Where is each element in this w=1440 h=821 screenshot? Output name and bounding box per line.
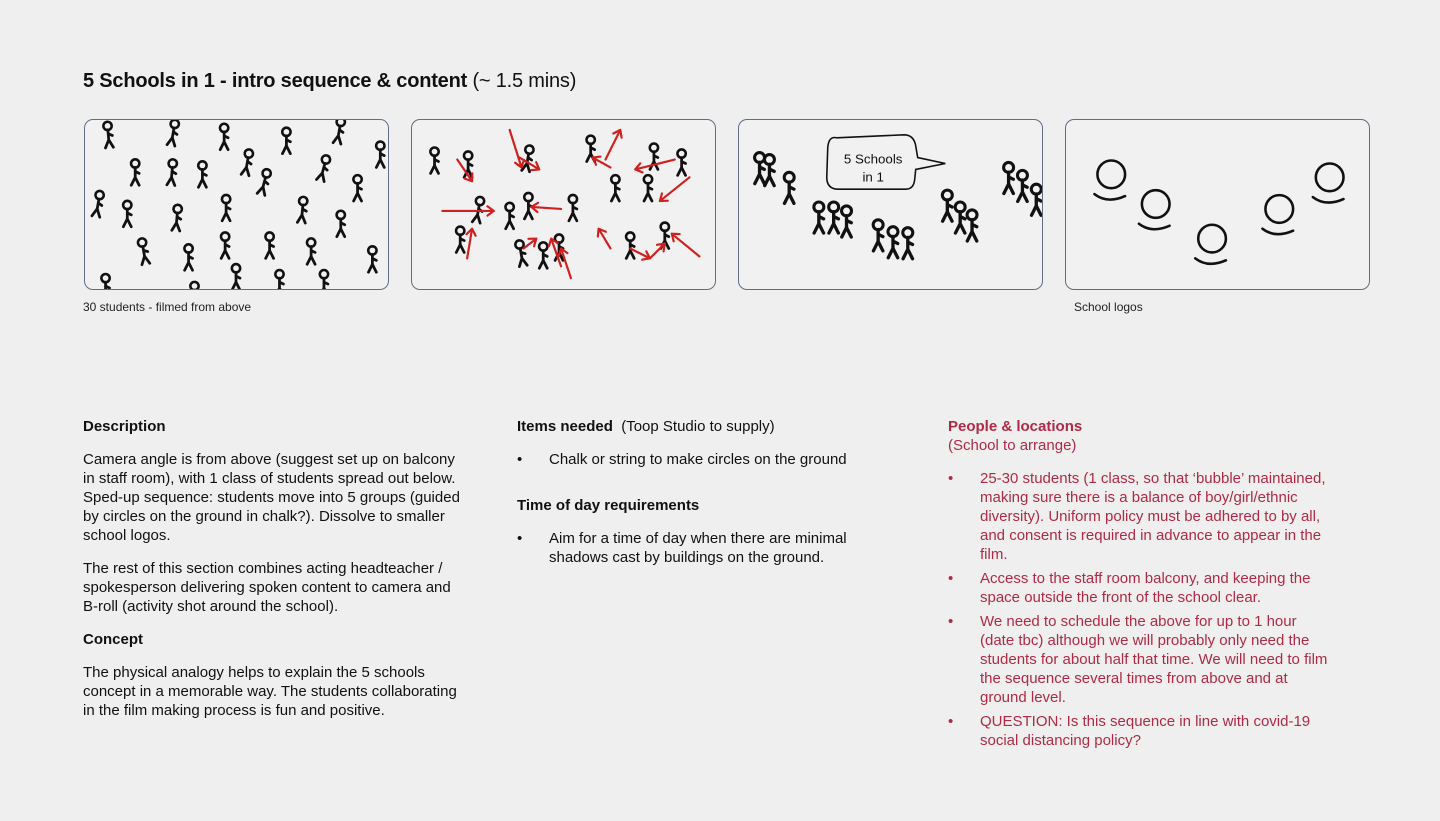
stick-figure: [1004, 162, 1014, 193]
stick-figure: [232, 264, 240, 289]
stick-figure: [320, 270, 328, 289]
stick-figure: [430, 147, 438, 173]
stick-figure: [764, 155, 774, 186]
speech-bubble-line-2: in 1: [862, 169, 884, 185]
stick-figure: [184, 244, 192, 270]
items-heading: Items needed: [517, 418, 613, 435]
speech-bubble-line-1: 5 Schools: [843, 151, 903, 167]
grouped-students-sketch: [739, 120, 1042, 289]
stick-figure: [222, 195, 230, 221]
stick-figure: [376, 142, 384, 168]
movement-arrow: [606, 130, 622, 160]
school-logo-circle: [1313, 163, 1344, 202]
stick-figure: [677, 149, 685, 175]
stick-figure: [220, 124, 228, 150]
stick-figure: [967, 210, 977, 241]
description-heading: Description: [83, 418, 166, 435]
concept-heading: Concept: [83, 631, 143, 648]
stick-figure: [221, 232, 229, 258]
stick-figure: [456, 227, 464, 253]
storyboard-frame-3: [738, 119, 1043, 290]
list-item: • QUESTION: Is this sequence in line with covid-19 social distancing policy?: [948, 712, 1328, 750]
stick-figure: [103, 121, 114, 148]
time-of-day-list: [517, 529, 897, 567]
stick-figure: [198, 161, 206, 187]
stick-figure: [353, 175, 361, 201]
stick-figure: [626, 232, 634, 258]
school-logos-sketch: [1066, 120, 1369, 289]
stick-figure: [569, 195, 577, 221]
stick-figure: [472, 196, 485, 223]
movement-arrow: [660, 177, 690, 201]
storyboard-frame-2: [411, 119, 716, 290]
concept-paragraph: The physical analogy helps to explain the 5 schools concept in a memorable way. The students collaborating in the film making process is fun and positive.: [83, 664, 457, 719]
people-list: [948, 469, 1328, 750]
description-paragraph-1: Camera angle is from above (suggest set up on balcony in staff room), with 1 class of students spread out below. Sped-up sequence: students move into 5 groups (guided by circles on the ground in chalk?). Dissolve to smaller school logos.: [83, 451, 460, 544]
stick-figure: [368, 246, 376, 272]
stick-figure: [333, 120, 346, 144]
page-title: [83, 70, 576, 93]
people-locations-column: [948, 417, 1328, 750]
people-heading: People & locations: [948, 418, 1083, 435]
school-logo-circle: [1195, 225, 1226, 264]
list-item: • We need to schedule the above for up to 1 hour (date tbc) although we will probably only need the students for about half that time. We will need to film the sequence several times from above and at ground level.: [948, 612, 1328, 707]
stick-figure: [101, 274, 109, 289]
stick-figure: [522, 145, 535, 172]
stick-figure: [1031, 184, 1041, 215]
storyboard-frame-1: [84, 119, 389, 290]
title-duration: (~ 1.5 mins): [472, 70, 577, 92]
stick-figure: [842, 206, 852, 237]
list-item: • Chalk or string to make circles on the ground: [517, 450, 897, 469]
stick-figure: [464, 151, 472, 177]
movement-arrow: [593, 157, 611, 168]
stick-figure: [539, 242, 547, 268]
stick-figure: [505, 203, 513, 229]
movement-arrow: [598, 229, 611, 249]
movement-arrow: [442, 206, 493, 215]
frame-1-caption: 30 students - filmed from above: [83, 300, 252, 314]
time-of-day-heading: Time of day requirements: [517, 497, 700, 514]
moving-students-sketch: [412, 120, 715, 289]
list-item: • Aim for a time of day when there are minimal shadows cast by buildings on the ground.: [517, 529, 897, 567]
stick-figure: [131, 159, 139, 185]
stick-figure: [784, 172, 794, 203]
stick-figure: [888, 227, 898, 258]
stick-figure: [1017, 170, 1027, 201]
stick-figure: [167, 159, 178, 186]
stick-figure: [307, 238, 315, 264]
movement-arrow: [650, 244, 665, 259]
stick-figure: [297, 197, 308, 224]
school-logo-circle: [1139, 190, 1170, 229]
stick-figure: [241, 149, 254, 176]
stick-figure: [755, 153, 765, 184]
description-paragraph-2: The rest of this section combines acting headteacher / spokesperson delivering spoken content to camera and B-roll (activity shot around the school).: [83, 560, 451, 615]
people-note: (School to arrange): [948, 437, 1077, 454]
stick-figure: [611, 175, 619, 201]
movement-arrow: [672, 234, 700, 257]
school-logo-circle: [1094, 161, 1125, 200]
movement-arrow: [523, 239, 536, 249]
stick-figure: [955, 202, 965, 233]
stick-figure: [337, 211, 345, 237]
stick-figure: [123, 201, 131, 227]
stick-figure: [92, 190, 105, 217]
stick-figure: [316, 154, 331, 181]
stick-figure: [257, 168, 272, 195]
movement-arrow: [531, 203, 561, 212]
list-item: • Access to the staff room balcony, and keeping the space outside the front of the school clear.: [948, 569, 1328, 607]
stick-figure: [814, 202, 824, 233]
scattered-students-sketch: [85, 120, 388, 289]
items-column: [517, 417, 897, 567]
movement-arrow: [510, 130, 524, 168]
stick-figure: [942, 190, 952, 221]
storyboard-frame-4: [1065, 119, 1370, 290]
list-item: • 25-30 students (1 class, so that ‘bubble’ maintained, making sure there is a balance of boy/girl/ethnic diversity). Uniform policy must be adhered to by all, and consent is required in advance to appear in the film.: [948, 469, 1328, 564]
stick-figure: [903, 228, 913, 259]
items-list: [517, 450, 897, 469]
stick-figure: [873, 220, 883, 251]
stick-figure: [265, 232, 273, 258]
stick-figure: [172, 204, 183, 231]
items-heading-row: [517, 417, 897, 436]
stick-figure: [829, 202, 839, 233]
stick-figure: [282, 128, 290, 154]
stick-figure: [275, 270, 283, 289]
stick-figure: [190, 282, 198, 289]
movement-arrow: [466, 229, 475, 259]
stick-figure: [137, 238, 150, 265]
school-logo-circle: [1262, 195, 1293, 234]
frame-4-caption: School logos: [1074, 300, 1143, 314]
description-column: [83, 417, 463, 720]
stick-figure: [515, 240, 528, 267]
items-note: (Toop Studio to supply): [621, 418, 775, 435]
stick-figure: [644, 175, 652, 201]
title-main: 5 Schools in 1 - intro sequence & content: [83, 70, 468, 92]
stick-figure: [167, 120, 180, 146]
